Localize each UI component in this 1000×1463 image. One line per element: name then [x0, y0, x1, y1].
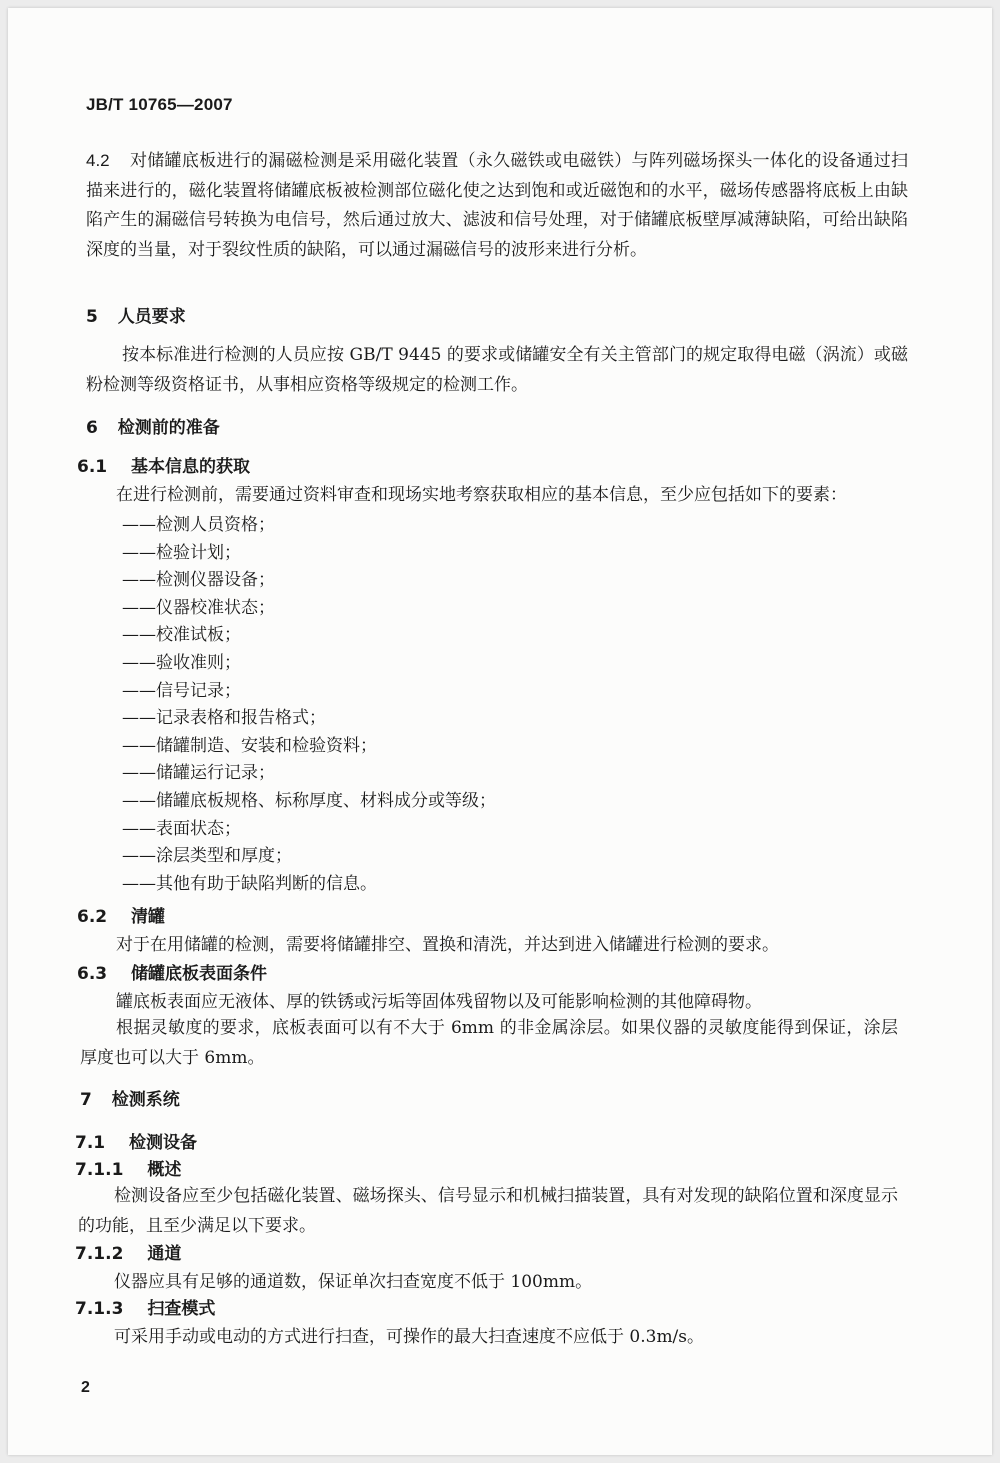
list-item: ——检验计划；	[122, 542, 241, 563]
section-6-2-text: 对于在用储罐的检测，需要将储罐排空、置换和清洗，并达到进入储罐进行检测的要求。	[116, 935, 779, 955]
section-7-number: 7	[80, 1090, 92, 1110]
list-item: ——信号记录；	[122, 680, 241, 701]
section-7-1-2-text: 仪器应具有足够的通道数，保证单次扫查宽度不低于 100mm。	[114, 1272, 593, 1292]
section-7-1-3-heading	[75, 1294, 215, 1319]
section-6-3-title: 储罐底板表面条件	[131, 964, 268, 984]
section-6-2-title: 清罐	[131, 907, 166, 927]
section-7-heading	[80, 1085, 180, 1110]
section-7-1-2-number: 7.1.2	[75, 1244, 124, 1264]
section-6-3-number: 6.3	[77, 964, 108, 984]
page-number: 2	[81, 1379, 90, 1396]
list-item: ——记录表格和报告格式；	[122, 708, 326, 729]
section-5-paragraph: 按本标准进行检测的人员应按 GB/T 9445 的要求或储罐安全有关主管部门的规定取得电磁（涡流）或磁粉检测等级资格证书，从事相应资格等级规定的检测工作。	[86, 345, 908, 395]
section-7-1-1-title: 概述	[147, 1160, 182, 1180]
list-item: ——储罐制造、安装和检验资料；	[122, 735, 377, 756]
section-7-1-number: 7.1	[75, 1133, 106, 1153]
section-7-1-3-title: 扫查模式	[147, 1299, 216, 1319]
list-item: ——检测人员资格；	[122, 515, 275, 535]
section-7-title: 检测系统	[111, 1090, 180, 1110]
section-5-heading	[86, 302, 186, 327]
section-6-heading	[86, 413, 220, 438]
section-6-1-number: 6.1	[77, 457, 108, 477]
section-4-2-number: 4.2	[86, 151, 110, 170]
section-7-1-3-number: 7.1.3	[75, 1299, 124, 1319]
section-7-1-1-heading	[75, 1155, 181, 1180]
standard-code-header: JB/T 10765—2007	[86, 95, 233, 114]
section-6-3-heading	[77, 959, 267, 984]
list-item: ——校准试板；	[122, 625, 241, 646]
section-7-1-1-number: 7.1.1	[75, 1160, 124, 1180]
document-page	[8, 8, 992, 1455]
section-6-1-title: 基本信息的获取	[131, 457, 251, 477]
section-5-number: 5	[86, 307, 98, 327]
list-item: ——仪器校准状态；	[122, 597, 275, 618]
list-item: ——储罐运行记录；	[122, 763, 275, 784]
list-item: ——涂层类型和厚度；	[122, 846, 292, 867]
section-6-2-heading	[77, 902, 165, 927]
list-item: ——储罐底板规格、标称厚度、材料成分或等级；	[122, 791, 496, 811]
list-item: ——验收准则；	[122, 653, 241, 673]
section-6-3-text-1: 罐底板表面应无液体、厚的铁锈或污垢等固体残留物以及可能影响检测的其他障碍物。	[116, 992, 762, 1012]
section-4-2-text: 对储罐底板进行的漏磁检测是采用磁化装置（永久磁铁或电磁铁）与阵列磁场探头一体化的设备通过扫描来进行的，磁化装置将储罐底板被检测部位磁化使之达到饱和或近磁饱和的水平，磁场传感器将底板上由缺陷产生的漏磁信号转换为电信号，然后通过放大、滤波和信号处理，对于储罐底板壁厚减薄缺陷，可给出缺陷深度的当量，对于裂纹性质的缺陷，可以通过漏磁信号的波形来进行分析。	[86, 151, 908, 260]
section-4-2-paragraph	[86, 146, 908, 265]
list-item: ——表面状态；	[122, 818, 241, 839]
section-7-1-2-heading	[75, 1239, 181, 1264]
section-7-1-1-text: 检测设备应至少包括磁化装置、磁场探头、信号显示和机械扫描装置，具有对发现的缺陷位置和深度显示的功能，且至少满足以下要求。	[78, 1186, 898, 1236]
section-7-1-heading	[75, 1128, 197, 1153]
section-6-1-heading	[77, 452, 250, 477]
section-7-1-3-text: 可采用手动或电动的方式进行扫查，可操作的最大扫查速度不应低于 0.3m/s。	[114, 1327, 705, 1347]
list-item: ——检测仪器设备；	[122, 570, 275, 591]
list-item: ——其他有助于缺陷判断的信息。	[122, 873, 377, 894]
section-5-title: 人员要求	[117, 307, 186, 327]
section-6-1-intro: 在进行检测前，需要通过资料审查和现场实地考察获取相应的基本信息，至少应包括如下的要素：	[116, 485, 847, 505]
section-6-title: 检测前的准备	[117, 418, 220, 438]
section-6-3-text-2: 根据灵敏度的要求，底板表面可以有不大于 6mm 的非金属涂层。如果仪器的灵敏度能得到保证，涂层厚度也可以大于 6mm。	[80, 1018, 898, 1068]
section-7-1-title: 检测设备	[129, 1133, 198, 1153]
section-6-number: 6	[86, 418, 98, 438]
section-7-1-2-title: 通道	[147, 1244, 182, 1264]
section-6-2-number: 6.2	[77, 907, 108, 927]
